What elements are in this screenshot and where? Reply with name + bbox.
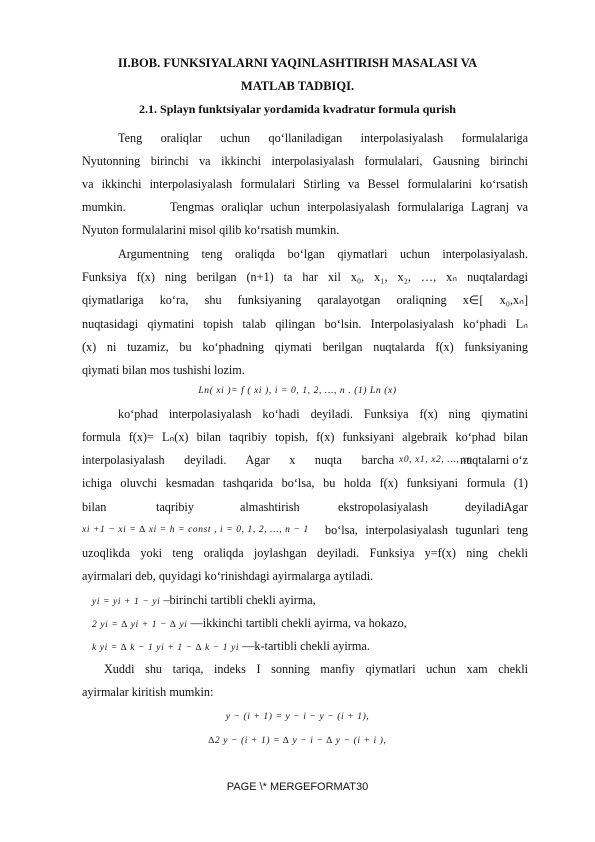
word-agar: Agar (503, 500, 528, 514)
difference-kth-formula: k yi = ∆ k − 1 yi + 1 − ∆ k − 1 yi (92, 643, 240, 653)
difference-first-text: –birinchi tartibli chekli ayirma, (163, 593, 316, 607)
paragraph2-line2: Funksiya f(x) ning berilgan (n+1) ta har xil x₀, x₁, x₂, …, xₙ nuqtalardagi (82, 270, 528, 284)
word-bilan: bilan (82, 500, 107, 514)
chapter-title-line2: MATLAB TADBIQI. (240, 79, 355, 93)
paragraph4-line1: Xuddi shu tariqa, indeks I sonning manfiy qiymatlari uchun xam chekli (104, 662, 528, 676)
formula-negative-index-2: ∆2 y − (i + 1) = ∆ y − i − ∆ y − (i + i ), (208, 736, 387, 746)
difference-second-formula: 2 yi = ∆ yi + 1 − ∆ yi (92, 620, 188, 630)
paragraph1-line4 (82, 200, 528, 215)
paragraph1-line3: va ikkinchi interpolasiyalash formulalari Stirling va Bessel formulalarini ko‘rsatish (82, 177, 528, 191)
paragraph3-line4: ichiga oluvchi kesmadan tashqarida bo‘lsa, bu holda f(x) funksiyani formula (1) (82, 476, 528, 490)
word-ekstropolasiyalash: ekstropolasiyalash (338, 500, 429, 514)
paragraph1-line5: Nyuton formulalarini misol qilib ko‘rsatish mumkin. (82, 223, 340, 237)
paragraph3-line7: uzoqlikda yoki teng oraliqda joylashgan deyiladi. Funksiya y=f(x) ning chekli (82, 546, 528, 560)
paragraph3-line1: ko‘phad interpolasiyalash ko‘hadi deyiladi. Funksiya f(x) ning qiymatini (118, 407, 528, 421)
nodes-formula: x0, x1, x2, …, xn (399, 455, 473, 465)
difference-kth (92, 639, 538, 656)
word-taqribiy: taqribiy (156, 500, 194, 514)
paragraph2-line3: qiymatlariga ko‘ra, shu funksiyaning qaralayotgan oraliqning x∈[ x₀,xₙ] (82, 293, 528, 307)
step-formula: xi +1 − xi = ∆ xi = h = const , i = 0, 1, 2, …, n − 1 (82, 525, 309, 535)
page-footer: PAGE \* MERGEFORMAT30 (226, 781, 369, 793)
paragraph2-line6: qiymati bilan mos tushishi lozim. (82, 363, 245, 377)
section-subtitle: 2.1. Splayn funktsiyalar yordamida kvadratur formula qurish (139, 102, 456, 116)
difference-second (92, 616, 538, 633)
paragraph3-line3-end: nuqtalarni o‘z (459, 453, 528, 467)
word-almashtirish: almashtirish (240, 500, 300, 514)
formula-negative-index-1: y − (i + 1) = y − i − y − (i + 1), (225, 712, 370, 722)
paragraph3-line3-start: interpolasiyalash deyiladi. Agar x nuqta barcha (82, 453, 394, 467)
paragraph1-line4-rest: Tengmas oraliqlar uchun interpolasiyalash formulalariga Lagranj va (170, 200, 528, 214)
paragraph2-line5: (x) ni tuzamiz, bu ko‘phadning qiymati berilgan nuqtalarda f(x) funksiyaning (82, 340, 528, 354)
paragraph3-line8: ayirmalari deb, quyidagi ko‘rinishdagi ayirmalarga aytiladi. (82, 569, 374, 583)
paragraph4-line2: ayirmalar kiritish mumkin: (82, 685, 214, 699)
paragraph2-line4: nuqtasidagi qiymatini topish talab qilingan bo‘lsin. Interpolasiyalash ko‘phadi Lₙ (82, 317, 528, 331)
chapter-title-line1: II.BOB. FUNKSIYALARNI YAQINLASHTIRISH MASALASI VA (117, 56, 478, 70)
formula-lagrange: Ln( xi )= f ( xi ), i = 0, 1, 2, …, n . (1) Ln (x) (198, 386, 397, 396)
paragraph2-line1: Argumentning teng oraliqda bo‘lgan qiymatlari uchun interpolasiyalash. (118, 247, 528, 261)
difference-first-formula: yi = yi + 1 − yi (92, 597, 161, 607)
difference-first (92, 593, 538, 610)
difference-second-text: —ikkinchi tartibli chekli ayirma, va hokazo, (190, 616, 407, 630)
paragraph1-line1: Teng oraliqlar uchun qo‘llaniladigan interpolasiyalash formulalariga (118, 131, 528, 145)
paragraph1-line4-start: mumkin. (82, 200, 126, 214)
difference-kth-text: —k-tartibli chekli ayirma. (242, 639, 370, 653)
paragraph1-line2: Nyutonning birinchi va ikkinchi interpolasiyalash formulalari, Gausning birinchi (82, 154, 528, 168)
paragraph3-line6-end: bo‘lsa, interpolasiyalash tugunlari teng (325, 523, 528, 537)
paragraph3-line2: formula f(x)= Lₙ(x) bilan taqribiy topish, f(x) funksiyani algebraik ko‘phad bilan (82, 430, 528, 444)
word-deyiladi: deyiladi. (465, 500, 508, 514)
